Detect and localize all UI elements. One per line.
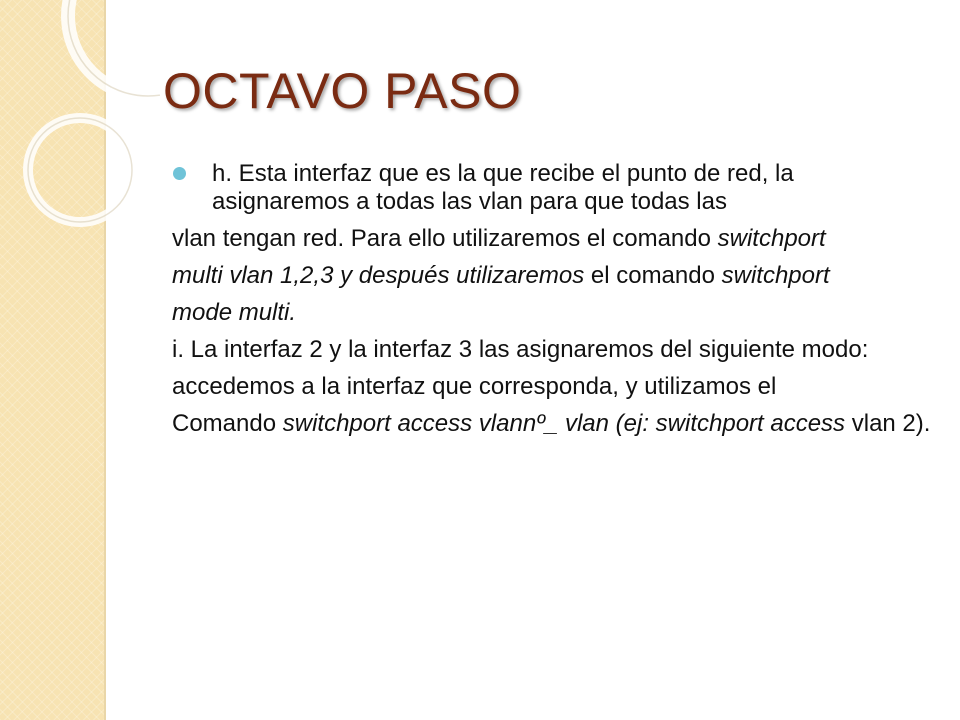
command-text: switchport access vlannº_ vlan (ej: switchport access <box>282 410 846 437</box>
paragraph-text: el comando <box>584 262 722 289</box>
paragraph-text: i. La interfaz 2 y la interfaz 3 las asignaremos del siguiente modo: <box>172 336 869 363</box>
command-text: switchport <box>721 262 830 289</box>
ring-large <box>68 0 160 96</box>
paragraph-i <box>172 336 932 364</box>
paragraph-comando <box>172 410 932 438</box>
paragraph-text: h. Esta interfaz que es la que recibe el punto de red, la asignaremos a todas las vlan para que todas las <box>212 160 794 215</box>
paragraph-accedemos <box>172 373 932 401</box>
paragraph-mode-multi <box>172 299 932 327</box>
paragraph-text: vlan 2). <box>845 410 931 437</box>
bullet-dot-icon <box>173 167 186 180</box>
paragraph-h <box>172 160 932 216</box>
command-text: switchport <box>717 225 826 252</box>
decorative-rings <box>0 0 160 300</box>
command-text: multi vlan 1,2,3 y después utilizaremos <box>172 262 585 289</box>
paragraph-text: Comando <box>172 410 283 437</box>
paragraph-text: vlan tengan red. Para ello utilizaremos el comando <box>172 225 718 252</box>
paragraph-multi-vlan <box>172 262 932 290</box>
paragraph-vlan-red <box>172 225 932 253</box>
slide-body <box>172 160 932 447</box>
paragraph-text: accedemos a la interfaz que corresponda, y utilizamos el <box>172 373 777 400</box>
ring-small-outline <box>28 118 132 222</box>
command-text: mode multi. <box>172 299 297 326</box>
slide-title: OCTAVO PASO <box>163 63 522 119</box>
